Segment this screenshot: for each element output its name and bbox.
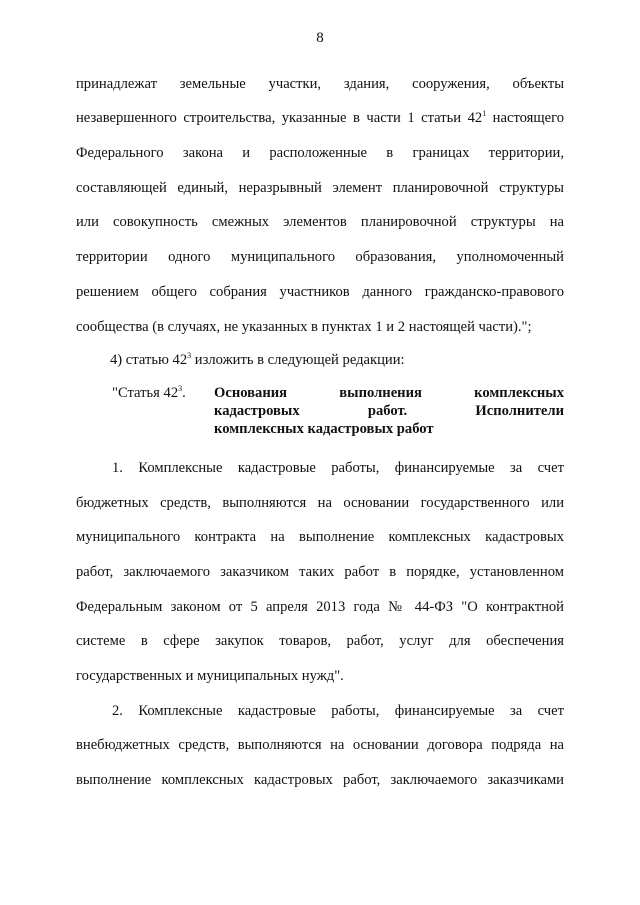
p2-line-2: бюджетных средств, выполняются на основании государственного или	[76, 495, 564, 511]
article-heading-line-1: Основания выполнения комплексных	[214, 385, 564, 401]
p1-line-6: территории одного муниципального образования, уполномоченный	[76, 249, 564, 265]
p3-line-3: выполнение комплексных кадастровых работ, заключаемого заказчиками	[76, 772, 564, 788]
p2-line-7: государственных и муниципальных нужд".	[76, 668, 344, 684]
p2-line-5: Федеральным законом от 5 апреля 2013 года № 44-ФЗ "О контрактной	[76, 599, 564, 615]
p1-line-1: принадлежат земельные участки, здания, сооружения, объекты	[76, 76, 564, 92]
p1-line-8: сообщества (в случаях, не указанных в пунктах 1 и 2 настоящей части).";	[76, 319, 532, 335]
item-4: 4) статью $42^3$ изложить в следующей редакции:	[110, 351, 405, 368]
p2-line-1: 1. Комплексные кадастровые работы, финансируемые за счет	[112, 460, 564, 476]
p2-line-4: работ, заключаемого заказчиком таких работ в порядке, установленном	[76, 564, 564, 580]
page-number: 8	[316, 30, 324, 46]
p1-line-3: Федерального закона и расположенные в границах территории,	[76, 145, 564, 161]
p1-line-5: или совокупность смежных элементов планировочной структуры на	[76, 214, 564, 230]
p1-line-2: незавершенного строительства, указанные в части 1 статьи $42^1$ настоящего	[76, 109, 564, 126]
p3-line-2: внебюджетных средств, выполняются на основании договора подряда на	[76, 737, 564, 753]
article-heading-line-3: комплексных кадастровых работ	[214, 421, 434, 437]
p3-line-1: 2. Комплексные кадастровые работы, финансируемые за счет	[112, 703, 564, 719]
article-label: "Статья $42^3$.	[112, 384, 186, 401]
p2-line-3: муниципального контракта на выполнение комплексных кадастровых	[76, 529, 564, 545]
p2-line-6: системе в сфере закупок товаров, работ, услуг для обеспечения	[76, 633, 564, 649]
p1-line-4: составляющей единый, неразрывный элемент планировочной структуры	[76, 180, 564, 196]
p1-line-7: решением общего собрания участников данного гражданско-правового	[76, 284, 564, 300]
article-heading-line-2: кадастровых работ. Исполнители	[214, 403, 564, 419]
